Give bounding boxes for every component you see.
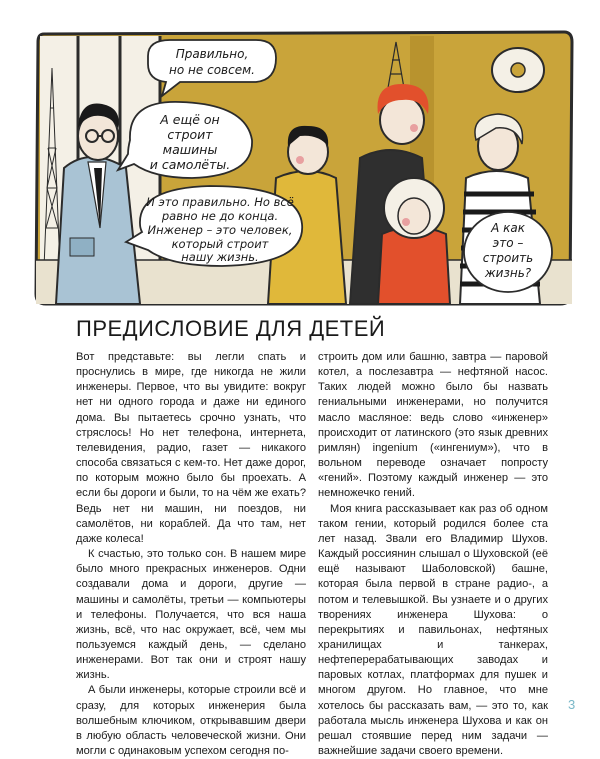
bubble-2-line-3: машины (162, 142, 218, 157)
paragraph: Вот представьте: вы легли спать и проснулись в мире, где никогда не жили инженеры. Первое, что вы увидите: вокруг нет ни одного города и даже ни единого дома. Вы пытаетесь срочно узнать, что стряслось! Но нет телефона, интернета, телевидения, радио, газет — никакого способа связаться с кем-то. Нет даже дорог, по которым можно было бы проехать. А если бы дороги и были, то на чём же ехать? Ведь нет ни машин, ни поездов, ни самолётов, ни кораблей. Да что там, нет даже колеса! (76, 351, 306, 545)
bubble-4-line-2: это – (492, 236, 524, 250)
bubble-4-line-1: А как (491, 221, 525, 235)
svg-text:но не совсем. (169, 63, 255, 77)
svg-text:равно не до конца. (161, 209, 278, 223)
svg-text:строит (167, 127, 213, 142)
svg-text:который строит (172, 237, 269, 251)
svg-text:Правильно, (176, 47, 249, 61)
paragraph: К счастью, это только сон. В нашем мире было много прекрасных инженеров. Одни создавали дома и дороги, другие — машины и самолёты, третьи — компьютеры и телефоны. Получается, что вся наша жизнь, всё, что нас окружает, всё, чем мы пользуемся каждый день, — сделано инженерами. Вот так они и строят нашу жизнь. (76, 548, 306, 682)
svg-text:жизнь? (484, 266, 532, 280)
bubble-2-line-1: А ещё он (160, 112, 220, 127)
text-columns (76, 350, 548, 758)
right-column (318, 350, 548, 758)
speech-bubble-2 (118, 102, 252, 178)
kid-curly-hair (378, 178, 450, 304)
illustration (30, 28, 576, 308)
svg-text:это – (493, 236, 524, 250)
paragraph: А были инженеры, которые строили всё и сразу, для которых инженерия была волшебным ключиком, открывавшим двери в любую область человеческой жизни. Они могли с одинаковым успехом сегодня по- (76, 684, 306, 758)
svg-text:Инженер – это человек, (148, 223, 293, 237)
bubble-3-line-5: нашу жизнь. (181, 250, 259, 264)
bubble-2-line-4: и самолёты. (149, 157, 231, 172)
paragraph: Моя книга рассказывает как раз об одном таком гении, который родился более ста лет назад. Звали его Владимир Шухов. Каждый россиянин слышал о Шуховской (её ещё называют Шаболовской) башне, которая была первой в стране радио-, а потом и телевышкой. Вы узнаете и о других творениях инженера Шухова: о перекрытиях и павильонах, нефтяных хранилищах и танкерах, нефтеперерабатывающих заводах и паровых котлах, платформах для пушек и многом другом. Но главное, что мне хотелось бы рассказать вам, — это то, как работала мысль инженера Шухова и как он решал стоявшие перед ним задачи — важнейшие задачи своего времени. (318, 502, 548, 758)
svg-text:нашу жизнь. (181, 250, 258, 264)
left-column (76, 350, 306, 758)
bubble-3-line-2: равно не до конца. (161, 209, 279, 223)
speech-bubble-4 (464, 212, 552, 292)
bubble-1-line-1: Правильно, (175, 47, 249, 61)
bubble-1-line-2: но не совсем. (169, 63, 255, 77)
bubble-3-line-4: который строит (171, 237, 269, 251)
bubble-3-line-1: И это правильно. Но всё (146, 195, 294, 209)
svg-text:А как (490, 221, 526, 235)
bubble-4-line-3: строить (482, 251, 534, 265)
svg-text:А ещё он (159, 112, 219, 127)
page-title: ПРЕДИСЛОВИЕ ДЛЯ ДЕТЕЙ (76, 316, 386, 341)
svg-text:машины (163, 142, 218, 157)
wall-badge (492, 48, 544, 92)
page-number: 3 (568, 697, 576, 712)
svg-text:и самолёты. (150, 157, 231, 172)
bubble-2-line-2: строит (167, 127, 213, 142)
paragraph: строить дом или башню, завтра — паровой котел, а послезавтра — нефтяной насос. Таких людей можно было бы назвать гениальными инженерами, но получится масло масляное: ведь слово «инженер» происходит от латинского (это язык древних римлян) ingenium («ингениум»), что в вольном переводе означает попросту «гений». Поэтому каждый инженер — это немножечко гений. (318, 351, 548, 500)
bubble-4-line-4: жизнь? (484, 266, 532, 280)
svg-text:И это правильно. Но всё (146, 195, 294, 209)
bubble-3-line-3: Инженер – это человек, (147, 223, 293, 237)
svg-text:строить (483, 251, 533, 265)
